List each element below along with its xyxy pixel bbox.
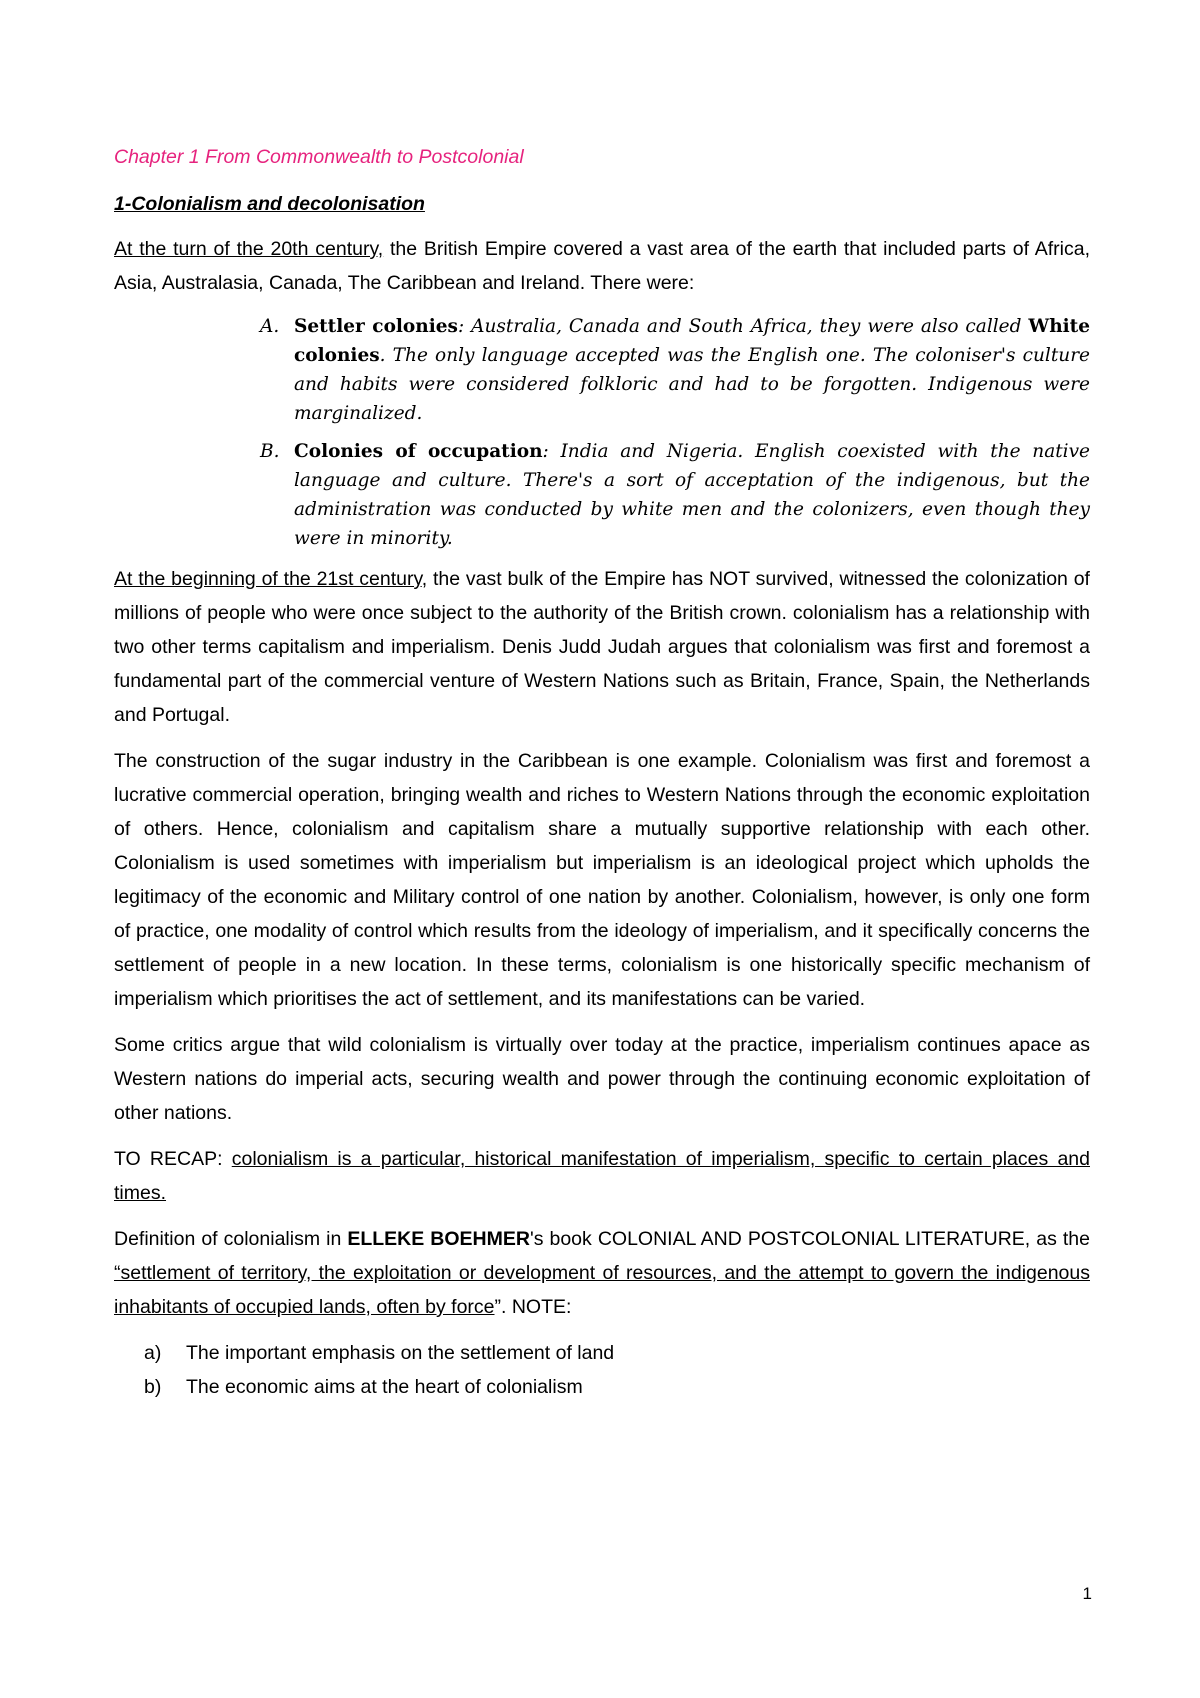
chapter-title: Chapter 1 From Commonwealth to Postcolonial [114,146,524,168]
colony-description: : India and Nigeria. English coexisted with the native language and culture. There's a sort of acceptation of the indigenous, but the administration was conducted by white men and the colonizers, even though they were in minority. [294,441,1090,549]
page-number: 1 [1082,1584,1092,1603]
list-item [144,1336,1090,1370]
recap-label: TO RECAP: [114,1148,232,1170]
colony-term-emphasis: White colonies [294,316,1090,366]
list-marker: b) [144,1376,162,1398]
paragraph-text: , the vast bulk of the Empire has NOT survived, witnessed the colonization of millions of people who were once subject to the authority of the British crown. colonialism has a relationship with two other terms capitalism and imperialism. Denis Judd Judah argues that colonialism was first and foremost a fundamental part of the commercial venture of Western Nations such as Britain, France, Spain, the Netherlands and Portugal. [114,568,1090,726]
page-content [114,140,1090,1404]
definition-text: ”. NOTE: [494,1296,572,1318]
colony-types-list [114,312,1090,553]
definition-text: Definition of colonialism in [114,1228,348,1250]
list-item [260,437,1090,553]
list-marker: A. [260,316,280,337]
definition-paragraph [114,1222,1090,1324]
paragraph-21st-century [114,562,1090,732]
intro-underlined-phrase: At the turn of the 20th century, [114,238,384,260]
list-item [144,1370,1090,1404]
colony-description: : Australia, Canada and South Africa, they were also called [457,316,1029,337]
list-marker: B. [260,441,280,462]
paragraph-critics: Some critics argue that wild colonialism is virtually over today at the practice, imperialism continues apace as Western nations do imperial acts, securing wealth and power through the continuing economic exploitation of other nations. [114,1034,1090,1124]
list-item [260,312,1090,428]
underlined-phrase: At the beginning of the 21st century [114,568,422,590]
intro-paragraph [114,232,1090,300]
colony-term: Colonies of occupation [294,441,543,462]
colony-term: Settler colonies [294,316,458,337]
author-name: ELLEKE BOEHMER [347,1228,530,1250]
colony-description: . The only language accepted was the English one. The coloniser's culture and habits were considered folkloric and had to be forgotten. Indigenous were marginalized. [294,345,1090,424]
paragraph-sugar-industry: The construction of the sugar industry in the Caribbean is one example. Colonialism was first and foremost a lucrative commercial operation, bringing wealth and riches to Western Nations through the economic exploitation of others. Hence, colonialism and capitalism share a mutually supportive relationship with each other. Colonialism is used sometimes with imperialism but imperialism is an ideological project which upholds the legitimacy of the economic and Military control of one nation by another. Colonialism, however, is only one form of practice, one modality of control which results from the ideology of imperialism, and it specifically concerns the settlement of people in a new location. In these terms, colonialism is one historically specific mechanism of imperialism which prioritises the act of settlement, and its manifestations can be varied. [114,750,1090,1010]
definition-quote: “settlement of territory, the exploitation or development of resources, and the attempt to govern the indigenous inhabitants of occupied lands, often by force [114,1262,1090,1318]
recap-underlined-text: colonialism is a particular, historical manifestation of imperialism, specific to certain places and times. [114,1148,1090,1204]
recap-paragraph [114,1142,1090,1210]
note-text: The important emphasis on the settlement of land [186,1342,615,1364]
note-text: The economic aims at the heart of colonialism [186,1376,583,1398]
intro-text: the British Empire covered a vast area of the earth that included parts of Africa, Asia, Australasia, Canada, The Caribbean and Ireland. There were: [114,238,1090,294]
list-marker: a) [144,1342,162,1364]
definition-text: 's book COLONIAL AND POSTCOLONIAL LITERATURE, as the [529,1228,1090,1250]
section-title: 1-Colonialism and decolonisation [114,193,425,215]
notes-list [114,1336,1090,1404]
